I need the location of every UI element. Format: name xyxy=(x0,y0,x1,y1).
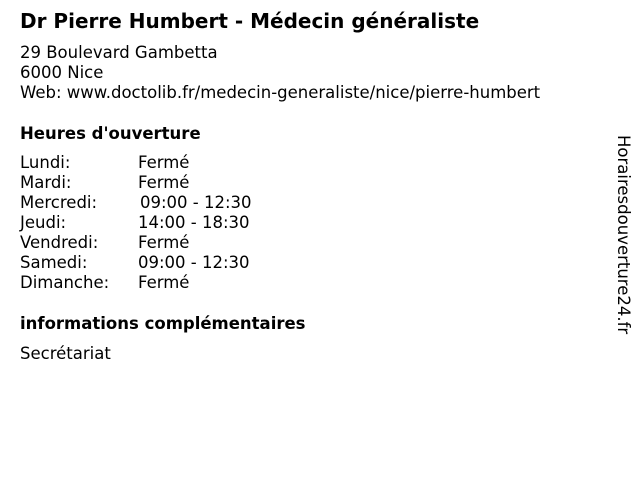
site-brand-vertical xyxy=(613,135,633,345)
additional-info-heading: informations complémentaires xyxy=(20,314,306,333)
time-value: 09:00 - 12:30 xyxy=(140,193,252,212)
website-text: Web: www.doctolib.fr/medecin-generaliste/nice/pierre-humbert xyxy=(20,83,541,102)
time-value: Fermé xyxy=(138,233,190,252)
city-address: 6000 Nice xyxy=(20,63,104,82)
address-block xyxy=(20,43,540,103)
time-value: Fermé xyxy=(138,173,190,192)
additional-info-text: Secrétariat xyxy=(20,344,111,363)
time-value: 14:00 - 18:30 xyxy=(138,213,250,232)
day-label: Lundi: xyxy=(20,153,71,172)
page-title: Dr Pierre Humbert - Médecin généraliste xyxy=(20,9,480,33)
day-label: Vendredi: xyxy=(20,233,99,252)
time-value: Fermé xyxy=(138,273,190,292)
day-label: Samedi: xyxy=(20,253,88,272)
day-label: Jeudi: xyxy=(20,213,67,232)
street-address: 29 Boulevard Gambetta xyxy=(20,43,218,62)
site-brand-text: Horairesdouverture24.fr xyxy=(614,135,633,335)
day-label: Mardi: xyxy=(20,173,72,192)
opening-hours-heading: Heures d'ouverture xyxy=(20,124,201,143)
time-value: Fermé xyxy=(138,153,190,172)
day-label: Mercredi: xyxy=(20,193,98,212)
day-label: Dimanche: xyxy=(20,273,110,292)
time-value: 09:00 - 12:30 xyxy=(138,253,250,272)
